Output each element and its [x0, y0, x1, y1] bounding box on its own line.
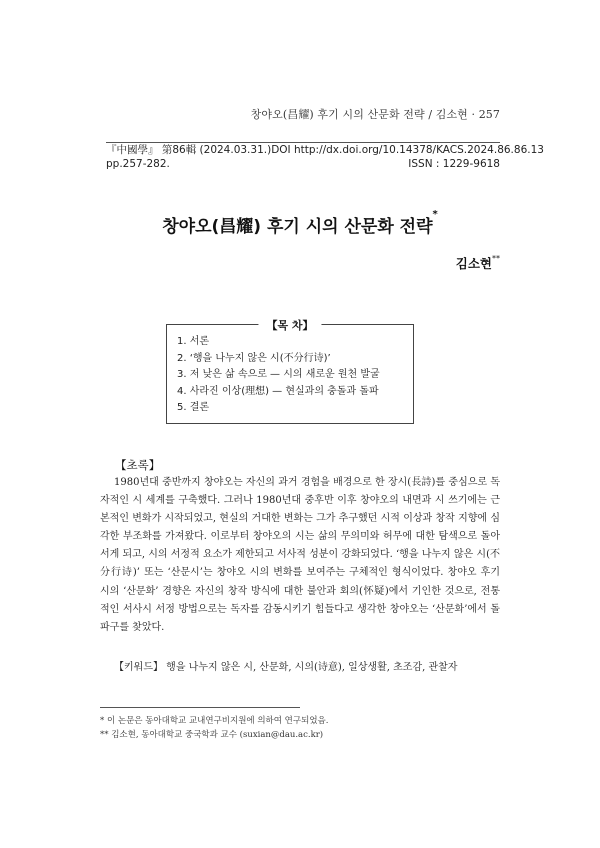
paper-title: [0, 209, 600, 237]
toc-item: 1. 서론: [177, 336, 210, 347]
author-name: 김소현: [455, 256, 492, 271]
doi-link[interactable]: DOI http://dx.doi.org/10.14378/KACS.2024.86.86.13: [271, 144, 544, 156]
title-text: 창야오(昌耀) 후기 시의 산문화 전략: [162, 217, 433, 237]
title-footnote-mark: *: [432, 209, 438, 220]
table-of-contents: [166, 319, 414, 424]
toc-list: [177, 334, 409, 417]
author-footnote-mark: **: [492, 254, 500, 263]
page-range: pp.257-282.: [106, 158, 170, 170]
abstract-body: 1980년대 중반까지 창야오는 자신의 과거 경험을 배경으로 한 장시(長詩)를 중심으로 독자적인 시 세계를 구축했다. 그러나 1980년대 중후반 이후 창야오의 내면과 시 쓰기에는 근본적인 변화가 시작되었고, 현실의 거대한 변화는 그가 추구했던 시적 이상과 창작 지향에 심각한 부조화를 가져왔다. 이로부터 창야오의 시는 삶의 무의미와 허무에 대한 탐색으로 돌아서게 되고, 시의 서정적 요소가 제한되고 서사적 성분이 강화되었다. ‘행을 나누지 않은 시(不分行诗)’ 또는 ‘산문시’는 창야오 시의 변화를 보여주는 구체적인 형식이었다. 창야오 후기 시의 ‘산문화’ 경향은 자신의 창작 방식에 대한 불안과 회의(怀疑)에서 기인한 것으로, 전통적인 서사시 서정 방법으로는 독자를 감동시키기 힘들다고 생각한 창야오는 ‘산문화’에서 돌파구를 찾았다.: [100, 477, 500, 633]
running-head: 창야오(昌耀) 후기 시의 산문화 전략 / 김소현 · 257: [250, 108, 500, 121]
issn: ISSN : 1229-9618: [408, 158, 500, 170]
footnote-divider: [100, 707, 300, 708]
publication-meta: [106, 142, 544, 171]
toc-item: 2. ‘행을 나누지 않은 시(不分行诗)’: [177, 352, 331, 364]
keywords-label: 【키워드】: [114, 662, 163, 673]
footnote-author: ** 김소현, 동아대학교 중국학과 교수 (suxian@dau.ac.kr): [100, 730, 324, 740]
abstract-heading: 【초록】: [115, 458, 161, 472]
toc-item: 4. 사라진 이상(理想) — 현실과의 충돌과 돌파: [177, 385, 379, 397]
toc-item: 5. 결론: [177, 402, 210, 413]
footnote-funding: * 이 논문은 동아대학교 교내연구비지원에 의하여 연구되었음.: [100, 716, 329, 726]
keywords-text: 행을 나누지 않은 시, 산문화, 시의(诗意), 일상생활, 초조감, 관찰자: [162, 662, 458, 673]
keywords: [100, 658, 500, 673]
toc-item: 3. 저 낮은 삶 속으로 — 시의 새로운 원천 발굴: [177, 369, 380, 380]
toc-label: 【목 차】: [258, 317, 321, 333]
journal-info: 『中國學』 第86輯 (2024.03.31.): [106, 144, 272, 156]
author: [456, 254, 500, 272]
